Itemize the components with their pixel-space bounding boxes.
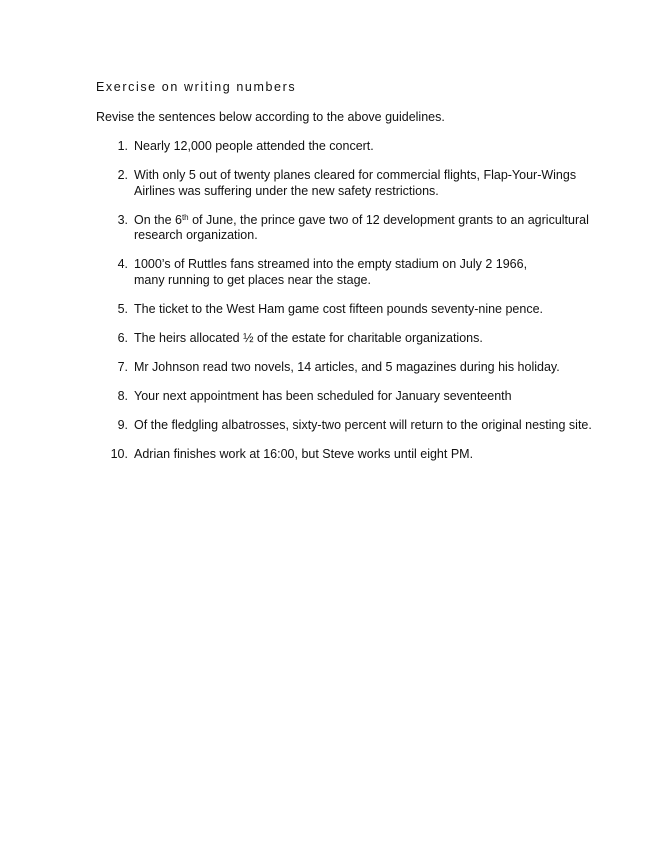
sentence-line: The heirs allocated ½ of the estate for charitable organizations. (134, 330, 483, 345)
sentence-line: 1000’s of Ruttles fans streamed into the empty stadium on July 2 1966, (134, 257, 528, 271)
list-item (106, 331, 626, 347)
sentence-line: The ticket to the West Ham game cost fifteen pounds seventy-nine pence. (134, 301, 544, 316)
item-number: 1. (117, 139, 128, 153)
sentence-line (134, 213, 626, 229)
item-number: 3. (117, 212, 128, 227)
sentence-line: With only 5 out of twenty planes cleared for commercial flights, Flap-Your-Wings (134, 168, 577, 182)
item-number: 7. (117, 359, 128, 374)
item-number: 2. (117, 168, 128, 182)
instructions-text: Revise the sentences below according to the above guidelines. (96, 110, 445, 124)
sentence-line: Your next appointment has been scheduled for January seventeenth (134, 388, 512, 403)
sentence-line: Mr Johnson read two novels, 14 articles, and 5 magazines during his holiday. (134, 359, 560, 374)
sentence-list (106, 139, 626, 476)
ordinal-superscript: th (181, 212, 189, 222)
sentence-line: Of the fledgling albatrosses, sixty-two percent will return to the original nesting site. (134, 417, 592, 432)
item-number: 8. (117, 388, 128, 403)
list-item (106, 257, 626, 288)
item-number: 10. (110, 446, 128, 461)
list-item (106, 360, 626, 376)
sentence-line: research organization. (134, 228, 258, 242)
sentence-text-part: On the 6 (134, 212, 182, 227)
list-item (106, 139, 626, 155)
sentence-line: Adrian finishes work at 16:00, but Steve works until eight PM. (134, 446, 474, 461)
list-item (106, 168, 626, 199)
item-number: 5. (117, 301, 128, 316)
exercise-title: Exercise on writing numbers (96, 80, 297, 94)
sentence-text-part: of June, the prince gave two of 12 development grants to an agricultural (188, 212, 589, 227)
list-item (106, 418, 626, 434)
list-item (106, 302, 626, 318)
item-number: 4. (117, 257, 128, 271)
item-number: 6. (117, 330, 128, 345)
sentence-line: Nearly 12,000 people attended the concert. (134, 139, 374, 153)
list-item (106, 389, 626, 405)
list-item (106, 447, 626, 463)
list-item (106, 213, 626, 244)
sentence-line: many running to get places near the stage. (134, 272, 371, 287)
item-number: 9. (117, 417, 128, 432)
sentence-line: Airlines was suffering under the new safety restrictions. (134, 183, 439, 198)
